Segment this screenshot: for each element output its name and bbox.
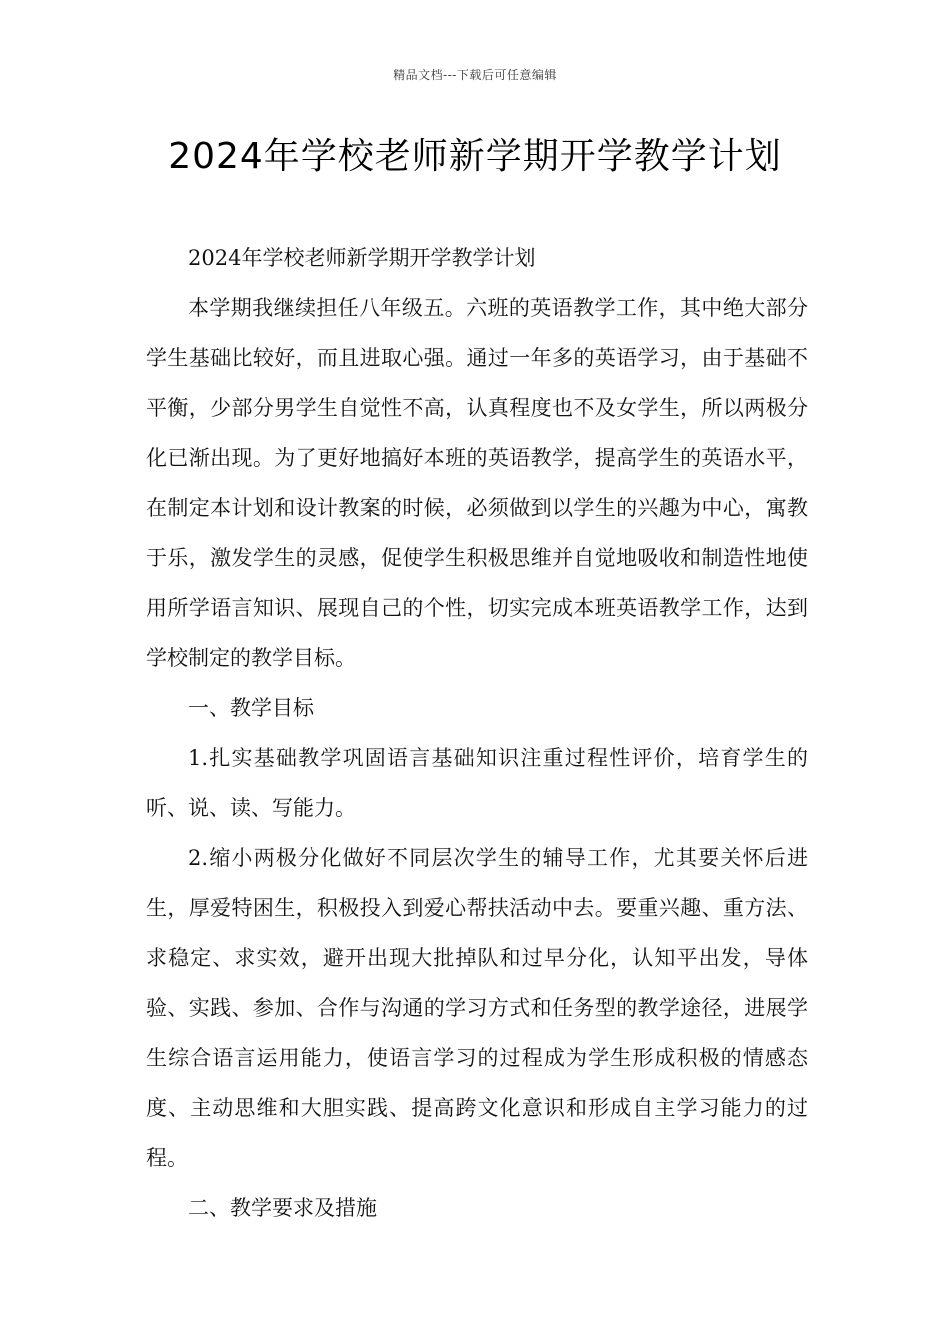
section-heading-requirements: 二、教学要求及措施 [188, 1196, 377, 1220]
document-body [146, 233, 808, 1233]
goal-item-2: 2.缩小两极分化做好不同层次学生的辅导工作，尤其要关怀后进生，厚爱特困生，积极投入到爱心帮扶活动中去。要重兴趣、重方法、求稳定、求实效，避开出现大批掉队和过早分化，认知平出发，导体验、实践、参加、合作与沟通的学习方式和任务型的教学途径，进展学生综合语言运用能力，使语言学习的过程成为学生形成积极的情感态度、主动思维和大胆实践、提高跨文化意识和形成自主学习能力的过程。 [146, 846, 808, 1170]
goal-item-1: 1.扎实基础教学巩固语言基础知识注重过程性评价，培育学生的听、说、读、写能力。 [146, 746, 808, 820]
subtitle-paragraph: 2024年学校老师新学期开学教学计划 [188, 246, 536, 270]
section-heading-goals: 一、教学目标 [188, 696, 314, 720]
intro-paragraph: 本学期我继续担任八年级五。六班的英语教学工作，其中绝大部分学生基础比较好，而且进取心强。通过一年多的英语学习，由于基础不平衡，少部分男学生自觉性不高，认真程度也不及女学生，所以两极分化已渐出现。为了更好地搞好本班的英语教学，提高学生的英语水平，在制定本计划和设计教案的时候，必须做到以学生的兴趣为中心，寓教于乐，激发学生的灵感，促使学生积极思维并自觉地吸收和制造性地使用所学语言知识、展现自己的个性，切实完成本班英语教学工作，达到学校制定的教学目标。 [146, 296, 808, 670]
document-title: 2024年学校老师新学期开学教学计划 [168, 136, 782, 177]
header-note: 精品文档---下载后可任意编辑 [393, 68, 557, 82]
